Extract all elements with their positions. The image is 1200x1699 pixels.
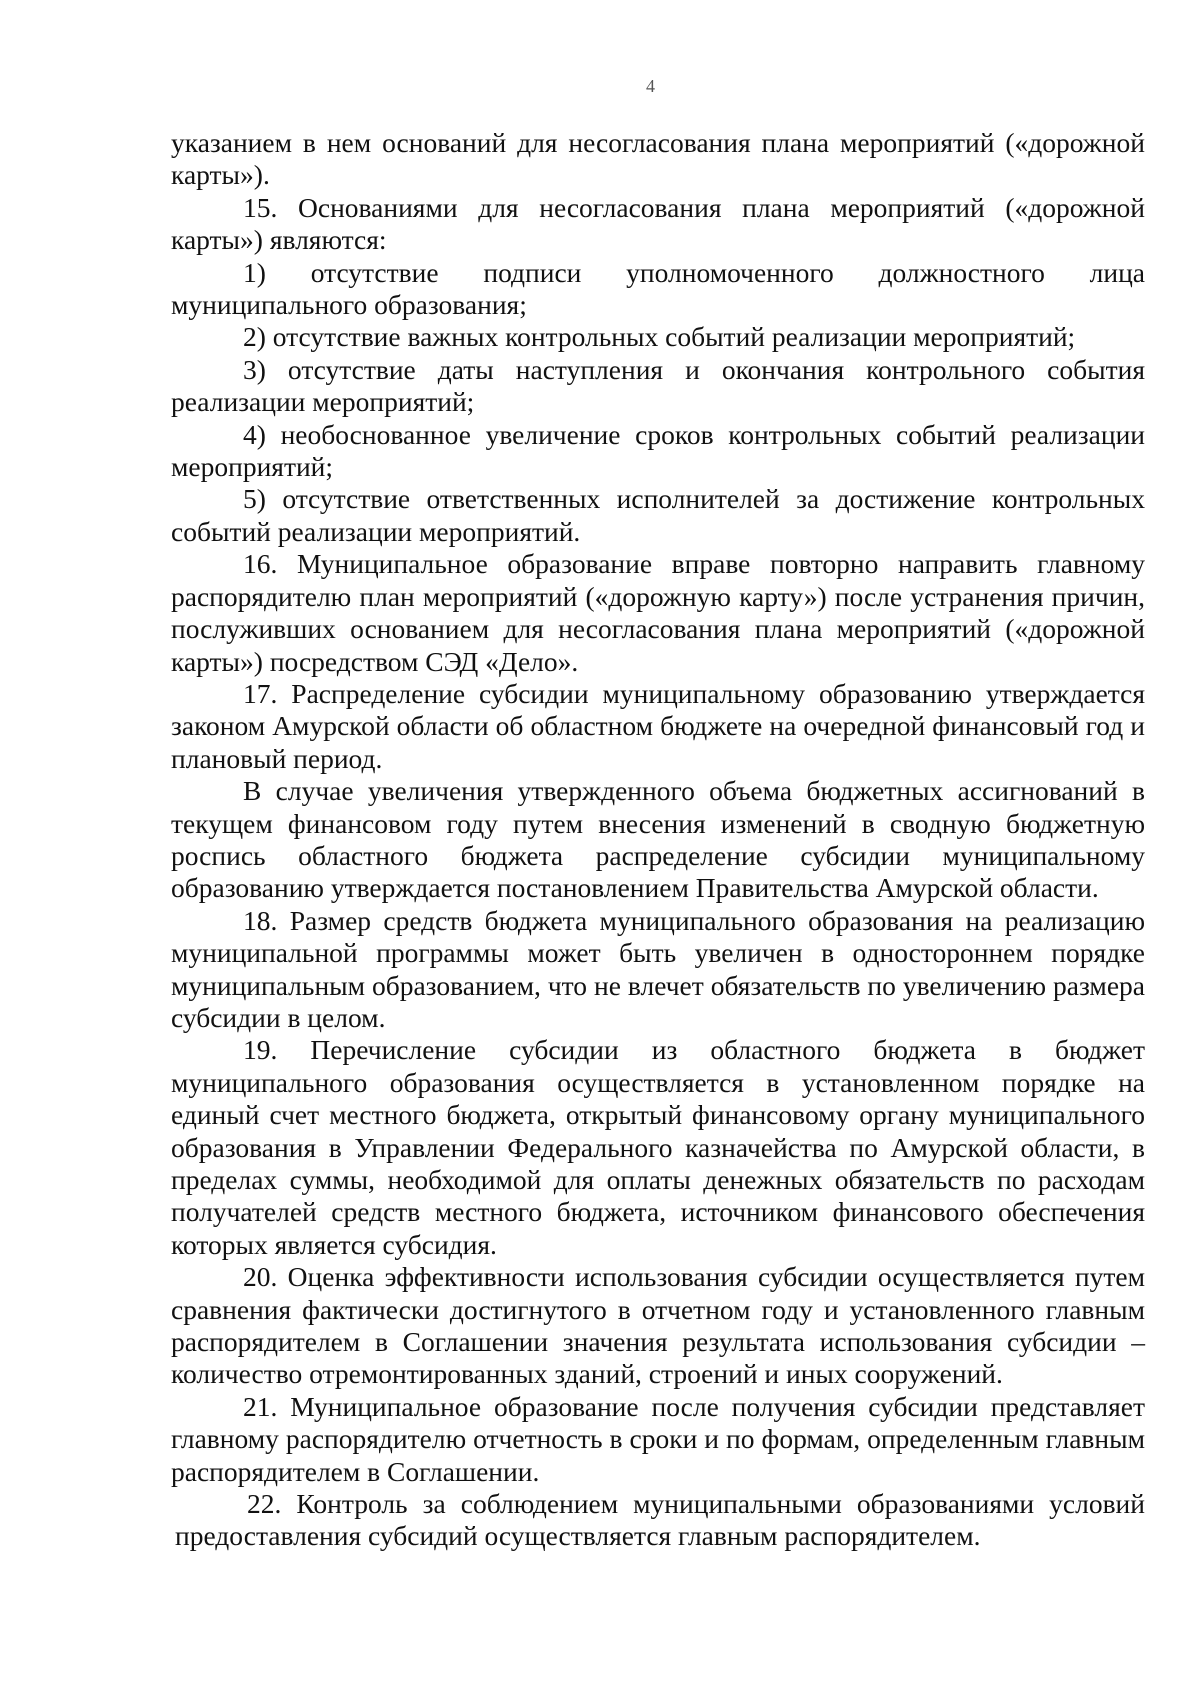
paragraph-continuation: указанием в нем оснований для несогласования плана мероприятий («дорожной карты»). [171,127,1145,191]
list-item-2: 2) отсутствие важных контрольных событий реализации мероприятий; [243,321,1076,353]
paragraph-17: 17. Распределение субсидии муниципальному образованию утверждается законом Амурской области об областном бюджете на очередной финансовый год и плановый период. [171,677,1145,774]
paragraph-17-continuation: В случае увеличения утвержденного объема бюджетных ассигнований в текущем финансовом году путем внесения изменений в сводную бюджетную роспись областного бюджета распределение субсидии муниципальному образованию утверждается постановлением Правительства Амурской области. [171,775,1145,904]
paragraph-19: 19. Перечисление субсидии из областного бюджета в бюджет муниципального образования осуществляется в установленном порядке на единый счет местного бюджета, открытый финансовому органу муниципального образования в Управлении Федерального казначейства по Амурской области, в пределах суммы, необходимой для оплаты денежных обязательств по расходам получателей средств местного бюджета, источником финансового обеспечения которых является субсидия. [171,1034,1145,1260]
page-number: 4 [646,76,655,96]
paragraph-15: 15. Основаниями для несогласования плана мероприятий («дорожной карты») являются: [171,191,1145,256]
list-item-5: 5) отсутствие ответственных исполнителей за достижение контрольных событий реализации мероприятий. [171,483,1145,547]
list-item-3: 3) отсутствие даты наступления и окончания контрольного события реализации мероприятий; [171,353,1145,418]
list-item-4: 4) необоснованное увеличение сроков контрольных событий реализации мероприятий; [171,418,1145,483]
paragraph-21: 21. Муниципальное образование после получения субсидии представляет главному распорядителю отчетность в сроки и по формам, определенным главным распорядителем в Соглашении. [171,1390,1145,1487]
paragraph-18: 18. Размер средств бюджета муниципального образования на реализацию муниципальной программы может быть увеличен в одностороннем порядке муниципальным образованием, что не влечет обязательств по увеличению размера субсидии в целом. [171,904,1145,1033]
paragraph-20: 20. Оценка эффективности использования субсидии осуществляется путем сравнения фактически достигнутого в отчетном году и установленного главным распорядителем в Соглашении значения результата использования субсидии – количество отремонтированных зданий, строений и иных сооружений. [171,1261,1145,1390]
list-item-1: 1) отсутствие подписи уполномоченного должностного лица муниципального образования; [171,256,1145,321]
paragraph-16: 16. Муниципальное образование вправе повторно направить главному распорядителю план мероприятий («дорожную карту») после устранения причин, послуживших основанием для несогласования плана мероприятий («дорожной карты») посредством СЭД «Дело». [171,548,1145,677]
paragraph-22: 22. Контроль за соблюдением муниципальными образованиями условий предоставления субсидий осуществляется главным распорядителем. [175,1488,1145,1552]
document-body [171,127,1145,1553]
